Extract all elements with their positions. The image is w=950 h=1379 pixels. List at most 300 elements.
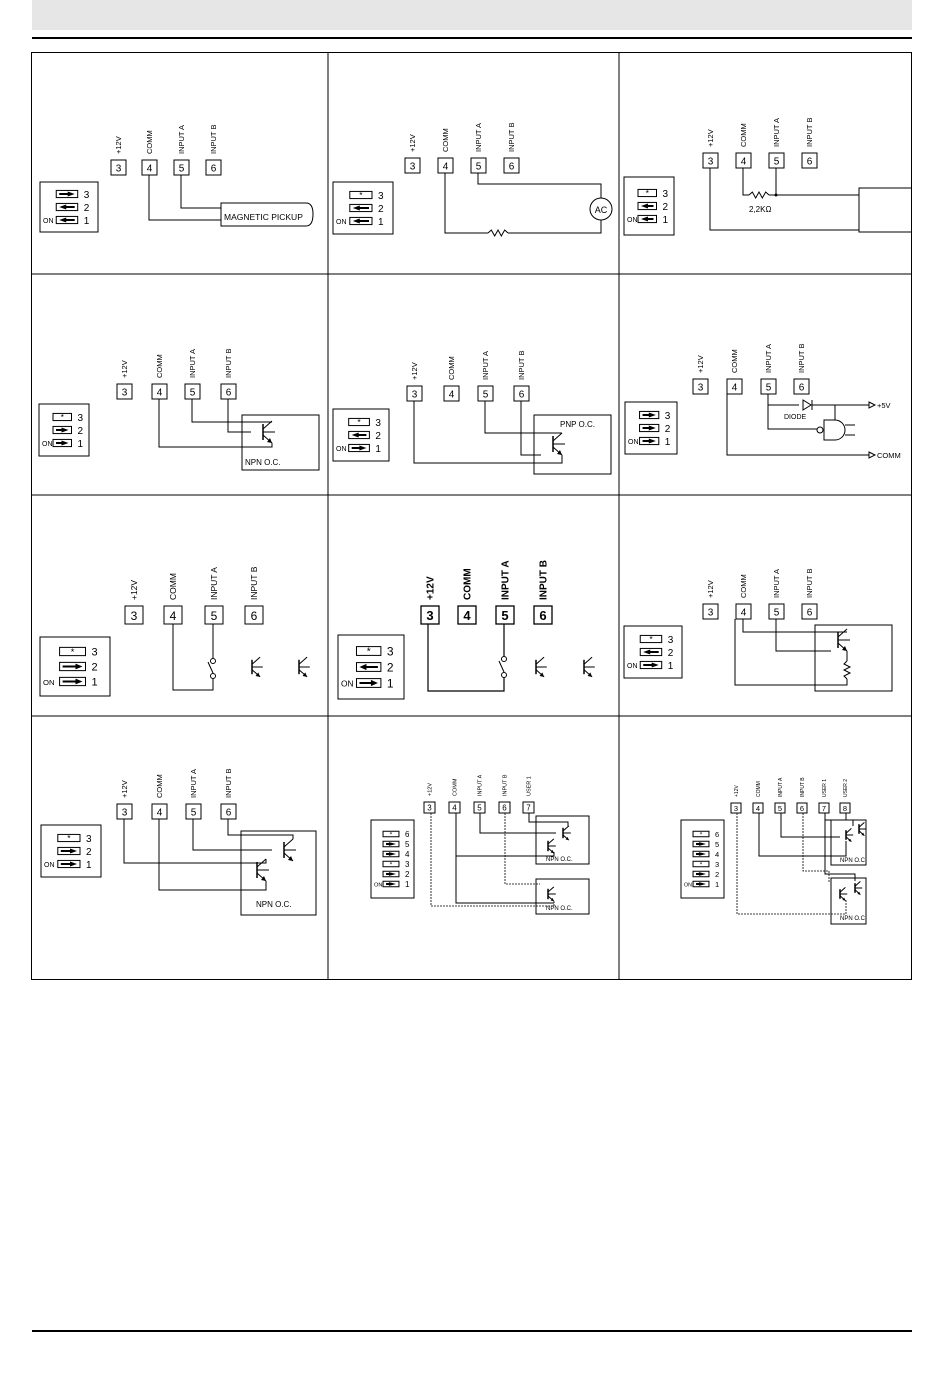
npn-transistor-icon: [840, 887, 847, 900]
dip-switch-row: [60, 647, 98, 659]
dip-switch-number: 3: [375, 417, 381, 429]
terminal-label: +12V: [114, 136, 124, 154]
footer-rule: [32, 1330, 912, 1332]
wire: [428, 624, 504, 691]
arrow-right-icon: [869, 402, 875, 408]
dip-switch-row: [640, 634, 673, 646]
wiring-panel-diode-gate: [625, 344, 901, 460]
terminal-number: 4: [156, 807, 163, 819]
arrow-right-icon: [389, 872, 396, 876]
terminal-label: USER 2: [842, 778, 849, 797]
wire: [759, 813, 846, 856]
device-label: PNP O.C.: [560, 420, 595, 429]
arrow-left-icon: [643, 649, 650, 654]
arrow-left-icon: [353, 218, 360, 223]
dip-switch-number: 4: [714, 849, 720, 859]
wiring-panel-resistor-22k: [624, 118, 912, 235]
arrow-right-icon: [76, 664, 83, 670]
arrow-left-icon: [641, 203, 648, 208]
terminal-number: 3: [121, 807, 128, 819]
dip-switch-star: *: [645, 188, 649, 198]
dip-switch-number: 3: [662, 188, 669, 200]
diode-icon: [803, 400, 811, 410]
arrow-right-icon: [70, 848, 77, 853]
dip-switch-number: 2: [386, 660, 394, 675]
terminal-number: 4: [169, 609, 177, 624]
dip-switch-number: 6: [714, 829, 720, 839]
wire: [776, 619, 831, 651]
dip-switch-number: 1: [83, 215, 90, 227]
dip-switch-number: 1: [378, 216, 384, 228]
arrow-left-icon: [641, 216, 648, 221]
wiring-panel-dual-npn: [41, 769, 316, 915]
arrow-right-icon: [649, 425, 656, 430]
dip-switch-on-label: ON: [336, 446, 347, 453]
dip-switch-number: 2: [91, 661, 98, 674]
dip-switch-star: *: [357, 417, 361, 427]
transistor-collector: [536, 657, 544, 664]
wiring-panel-npn-oc: [39, 349, 319, 470]
dip-switch-row: [349, 431, 382, 442]
dip-switch-number: 1: [664, 436, 671, 448]
dip-switch-on-label: ON: [684, 882, 692, 889]
terminal-number: 5: [190, 807, 197, 819]
wire: [529, 813, 568, 826]
dip-switch-star: *: [389, 861, 393, 869]
wire: [445, 173, 488, 233]
wire: [173, 624, 213, 690]
dip-switch-number: 4: [404, 850, 410, 860]
plus5v-label: +5V: [877, 401, 891, 410]
terminal-label: USER 1: [821, 778, 828, 797]
dip-switch-on-label: ON: [43, 218, 54, 225]
dip-switch-row: [58, 833, 92, 845]
wire: [743, 168, 749, 195]
dip-switch-number: 1: [77, 438, 84, 450]
wire: [478, 173, 601, 198]
dip-switch-number: 1: [667, 660, 674, 672]
transistor-collector: [553, 433, 562, 441]
terminal-label: INPUT B: [224, 348, 234, 378]
terminal-number: 6: [806, 156, 813, 168]
npn-transistor-icon: [563, 826, 571, 840]
dip-switch-row: [44, 860, 92, 871]
dip-switch-row: [640, 424, 671, 435]
wire: [192, 399, 272, 422]
device-label: NPN O.C.: [546, 906, 573, 912]
terminal-label: INPUT A: [777, 777, 784, 797]
terminal-label: INPUT B: [248, 566, 259, 600]
dip-switch-number: 2: [83, 202, 90, 214]
terminal-label: +12V: [120, 780, 130, 798]
dip-switch-number: 5: [714, 839, 720, 849]
transistor-collector: [284, 839, 293, 847]
wire: [825, 813, 853, 826]
dip-switch-star: *: [389, 831, 393, 839]
device-box: [815, 625, 892, 691]
terminal-label: INPUT B: [805, 117, 815, 147]
dip-switch-row: [640, 648, 673, 659]
diode-label: DIODE: [784, 414, 807, 421]
npn-transistor-icon: [548, 839, 556, 853]
terminal-label: +12V: [120, 360, 130, 378]
wiring-panel-magnetic-pickup: [40, 125, 313, 232]
dip-switch-row: [627, 661, 674, 672]
dip-switch-number: 2: [404, 870, 410, 880]
dip-switch-row: [628, 437, 671, 448]
dip-switch-on-label: ON: [374, 882, 383, 889]
terminal-label: INPUT B: [805, 568, 815, 598]
terminal-number: 5: [178, 163, 185, 175]
dip-switch-on-label: ON: [44, 862, 55, 869]
terminal-number: 4: [740, 156, 747, 168]
terminal-number: 3: [426, 608, 434, 624]
resistor-symbol: [844, 661, 850, 679]
wiring-panel-pnp-oc: [333, 351, 611, 474]
arrow-left-icon: [59, 204, 66, 209]
terminal-label: COMM: [155, 354, 165, 378]
wire: [508, 220, 601, 233]
arrow-right-icon: [359, 445, 366, 450]
terminal-label: INPUT A: [772, 117, 782, 147]
dip-switch-row: [42, 439, 84, 450]
terminal-number: 4: [731, 382, 738, 394]
dip-switch-star: *: [359, 190, 363, 200]
arrow-right-icon: [699, 872, 706, 876]
terminal-label: INPUT B: [538, 560, 550, 600]
wire: [737, 813, 846, 914]
dip-switch-number: 2: [714, 869, 720, 879]
dip-switch-number: 3: [667, 634, 674, 646]
resistor-label: 2,2KΩ: [749, 205, 772, 214]
terminal-label: +12V: [706, 580, 716, 598]
switch-contact-icon: [502, 673, 507, 678]
terminal-label: USER 1: [526, 776, 533, 796]
dip-switch-row: [349, 417, 382, 429]
transistor-collector: [299, 657, 307, 664]
terminal-number: 3: [130, 609, 138, 624]
terminal-label: INPUT B: [507, 122, 517, 152]
wiring-panel-npn-with-resistor: [624, 569, 892, 691]
dip-switch-on-label: ON: [336, 219, 347, 226]
terminal-number: 6: [250, 609, 258, 624]
terminal-number: 6: [539, 608, 547, 624]
dip-switch-number: 3: [86, 833, 92, 845]
dip-switch-number: 3: [77, 412, 84, 424]
terminal-label: INPUT A: [208, 567, 219, 600]
device-label: NPN O.C.: [840, 858, 867, 864]
npn-transistor-icon: [257, 859, 269, 881]
dip-switch-row: [374, 880, 410, 889]
wiring-diagram-grid: [31, 52, 912, 980]
terminal-label: INPUT B: [502, 774, 509, 796]
terminal-number: 4: [146, 163, 153, 175]
device-box: [859, 188, 912, 232]
arrow-right-icon: [699, 852, 706, 856]
npn-transistor-icon: [263, 421, 275, 443]
terminal-label: INPUT A: [477, 774, 484, 796]
terminal-number: 5: [477, 803, 482, 813]
dip-switch-number: 2: [375, 430, 381, 442]
terminal-number: 4: [156, 387, 163, 399]
wire: [149, 175, 221, 220]
dip-switch-row: [693, 860, 719, 869]
header-rule: [32, 37, 912, 39]
magnetic-pickup-label: MAGNETIC PICKUP: [224, 212, 303, 222]
grid-frame: [32, 53, 912, 980]
terminal-label: COMM: [452, 778, 459, 796]
terminal-label: +12V: [706, 129, 716, 147]
dip-switch-star: *: [699, 831, 703, 839]
dip-switch-star: *: [366, 646, 371, 658]
terminal-label: +12V: [696, 355, 706, 373]
arrow-right-icon: [371, 680, 378, 686]
terminal-label: +12V: [427, 783, 434, 796]
dip-switch-row: [383, 840, 410, 849]
npn-transistor-icon: [284, 839, 296, 861]
arrow-left-icon: [59, 217, 66, 222]
comm-output-label: COMM: [877, 451, 901, 460]
arrow-right-icon: [76, 679, 83, 685]
arrow-right-icon: [649, 438, 656, 443]
terminal-number: 4: [755, 803, 761, 813]
logic-gate-icon: [824, 420, 845, 440]
dip-switch-number: 3: [386, 644, 394, 659]
terminal-number: 3: [121, 387, 128, 399]
terminal-label: INPUT B: [209, 124, 219, 154]
dip-switch-row: [53, 426, 84, 437]
dip-switch-number: 6: [404, 830, 410, 840]
terminal-number: 3: [697, 382, 704, 394]
dip-switch-number: 1: [375, 443, 381, 455]
arrow-right-icon: [62, 440, 69, 445]
arrow-right-icon: [68, 191, 75, 196]
wiring-panel-switch-contact: [40, 566, 310, 696]
dip-switch-number: 2: [378, 203, 384, 215]
terminal-number: 4: [463, 608, 471, 624]
terminal-number: 7: [821, 803, 827, 813]
dip-switch-number: 3: [714, 859, 720, 869]
dip-switch-number: 2: [664, 423, 671, 435]
terminal-label: INPUT B: [224, 768, 234, 798]
terminal-number: 5: [501, 608, 509, 624]
terminal-label: COMM: [441, 128, 451, 152]
wire: [521, 401, 541, 455]
dip-switch-row: [383, 830, 410, 839]
terminal-number: 3: [707, 607, 714, 619]
dip-switch-star: *: [699, 861, 703, 869]
dip-switch-on-label: ON: [628, 439, 639, 446]
terminal-number: 6: [502, 803, 507, 813]
device-label: NPN O.C.: [546, 857, 573, 863]
terminal-number: 6: [210, 163, 217, 175]
device-label: NPN O.C.: [245, 458, 281, 467]
arrow-left-icon: [352, 432, 359, 437]
dip-switch-number: 2: [86, 846, 92, 858]
terminal-label: COMM: [739, 574, 749, 598]
dip-switch-on-label: ON: [627, 663, 638, 670]
switch-blade: [499, 661, 504, 672]
arrow-right-icon: [389, 882, 396, 886]
terminal-label: COMM: [155, 774, 165, 798]
wiring-panel-ac-source: [333, 123, 612, 236]
npn-transistor-icon: [855, 881, 862, 894]
ac-source-label: AC: [594, 205, 608, 215]
device-label: NPN O.C.: [840, 916, 867, 922]
transistor-collector: [838, 629, 847, 637]
dip-switch-number: 1: [714, 879, 720, 889]
terminal-label: +12V: [733, 785, 740, 797]
dip-switch-row: [693, 870, 719, 879]
terminal-label: COMM: [145, 130, 155, 154]
dip-switch-number: 3: [378, 190, 384, 202]
transistor-icon: [299, 657, 310, 677]
dip-switch-row: [53, 412, 84, 424]
terminal-number: 3: [733, 803, 739, 813]
terminal-label: COMM: [447, 356, 457, 380]
transistor-collector: [840, 887, 845, 892]
dip-switch-row: [336, 217, 384, 228]
terminal-number: 3: [409, 161, 416, 173]
npn-transistor-icon: [859, 822, 866, 835]
terminal-number: 3: [707, 156, 714, 168]
dip-switch-row: [58, 847, 92, 858]
transistor-collector: [548, 839, 554, 844]
dip-switch-on-label: ON: [627, 217, 638, 224]
transistor-collector: [548, 887, 554, 892]
switch-contact-icon: [502, 657, 507, 662]
dip-switch-row: [638, 188, 669, 200]
transistor-icon: [536, 657, 547, 677]
terminal-number: 3: [411, 389, 418, 401]
terminal-number: 6: [518, 389, 525, 401]
terminal-number: 4: [740, 607, 747, 619]
dip-switch-row: [693, 840, 719, 849]
wire: [159, 819, 266, 890]
wire: [735, 619, 847, 685]
dip-switch-on-label: ON: [42, 441, 53, 448]
terminal-number: 5: [773, 607, 780, 619]
dip-switch-row: [350, 204, 384, 215]
dip-switch-row: [684, 880, 719, 889]
dip-switch-number: 3: [664, 410, 671, 422]
terminal-number: 5: [189, 387, 196, 399]
terminal-label: INPUT A: [177, 124, 187, 154]
terminal-number: 6: [798, 382, 805, 394]
dip-switch-row: [43, 216, 90, 227]
transistor-collector: [252, 657, 260, 664]
arrow-right-icon: [699, 842, 706, 846]
dip-switch-row: [56, 190, 89, 201]
gate-bubble: [817, 427, 823, 433]
dip-switch-row: [43, 677, 98, 689]
terminal-number: 6: [799, 803, 805, 813]
dip-switch-number: 1: [91, 676, 98, 689]
wire: [768, 394, 799, 405]
dip-switch-row: [693, 830, 719, 839]
dip-switch-star: *: [649, 634, 653, 644]
terminal-number: 4: [452, 803, 457, 813]
junction-dot: [775, 194, 778, 197]
arrow-right-icon: [869, 452, 875, 458]
wire: [710, 168, 859, 230]
terminal-label: INPUT A: [764, 343, 774, 373]
dip-switch-row: [627, 215, 669, 226]
dip-switch-row: [341, 677, 394, 691]
dip-switch-number: 2: [77, 425, 84, 437]
arrow-right-icon: [389, 842, 396, 846]
dip-switch-row: [350, 190, 384, 202]
dip-switch-number: 3: [91, 646, 98, 659]
terminal-label: COMM: [739, 123, 749, 147]
terminal-number: 5: [210, 609, 218, 624]
wire: [414, 401, 562, 463]
dip-switch-number: 1: [662, 214, 669, 226]
terminal-number: 8: [842, 803, 848, 813]
pnp-transistor-icon: [553, 433, 565, 455]
terminal-number: 3: [115, 163, 122, 175]
arrow-right-icon: [652, 662, 659, 667]
dip-switch-row: [356, 661, 393, 675]
transistor-collector: [584, 657, 592, 664]
terminal-label: INPUT A: [772, 568, 782, 598]
dip-switch-number: 2: [662, 201, 669, 213]
dip-switch-row: [640, 411, 671, 422]
dip-switch-row: [56, 203, 89, 214]
terminal-number: 4: [448, 389, 455, 401]
terminal-number: 5: [777, 803, 783, 813]
wire: [181, 175, 221, 208]
terminal-label: INPUT B: [799, 777, 806, 797]
terminal-label: INPUT A: [189, 768, 199, 798]
wire: [505, 813, 540, 884]
terminal-number: 6: [806, 607, 813, 619]
terminal-label: INPUT B: [797, 343, 807, 373]
arrow-right-icon: [649, 412, 656, 417]
dip-switch-number: 1: [386, 676, 394, 691]
dip-switch-star: *: [60, 412, 64, 422]
dip-switch-row: [356, 645, 393, 659]
terminal-number: 5: [482, 389, 489, 401]
terminal-number: 5: [773, 156, 780, 168]
terminal-label: COMM: [755, 781, 762, 797]
wiring-panel-npn-user1: [371, 774, 589, 914]
dip-switch-row: [383, 870, 410, 879]
arrow-left-icon: [359, 664, 366, 670]
dip-switch-row: [638, 202, 669, 213]
switch-contact-icon: [211, 674, 216, 679]
wire: [159, 399, 272, 447]
dip-switch-on-label: ON: [341, 678, 354, 689]
terminal-number: 7: [526, 803, 531, 813]
terminal-number: 3: [427, 803, 432, 813]
dip-switch-on-label: ON: [43, 677, 55, 687]
terminal-label: INPUT A: [474, 122, 484, 152]
switch-contact-icon: [211, 659, 216, 664]
dip-switch-number: 3: [404, 860, 410, 870]
device-label: NPN O.C.: [256, 900, 292, 909]
terminal-label: INPUT A: [481, 350, 491, 380]
terminal-number: 4: [442, 161, 449, 173]
terminal-label: +12V: [128, 579, 139, 600]
dip-switch-row: [693, 850, 719, 859]
terminal-label: +12V: [410, 362, 420, 380]
resistor-symbol: [488, 230, 508, 236]
terminal-number: 6: [508, 161, 515, 173]
terminal-number: 6: [225, 807, 232, 819]
terminal-label: COMM: [462, 568, 474, 600]
terminal-label: +12V: [425, 576, 437, 600]
